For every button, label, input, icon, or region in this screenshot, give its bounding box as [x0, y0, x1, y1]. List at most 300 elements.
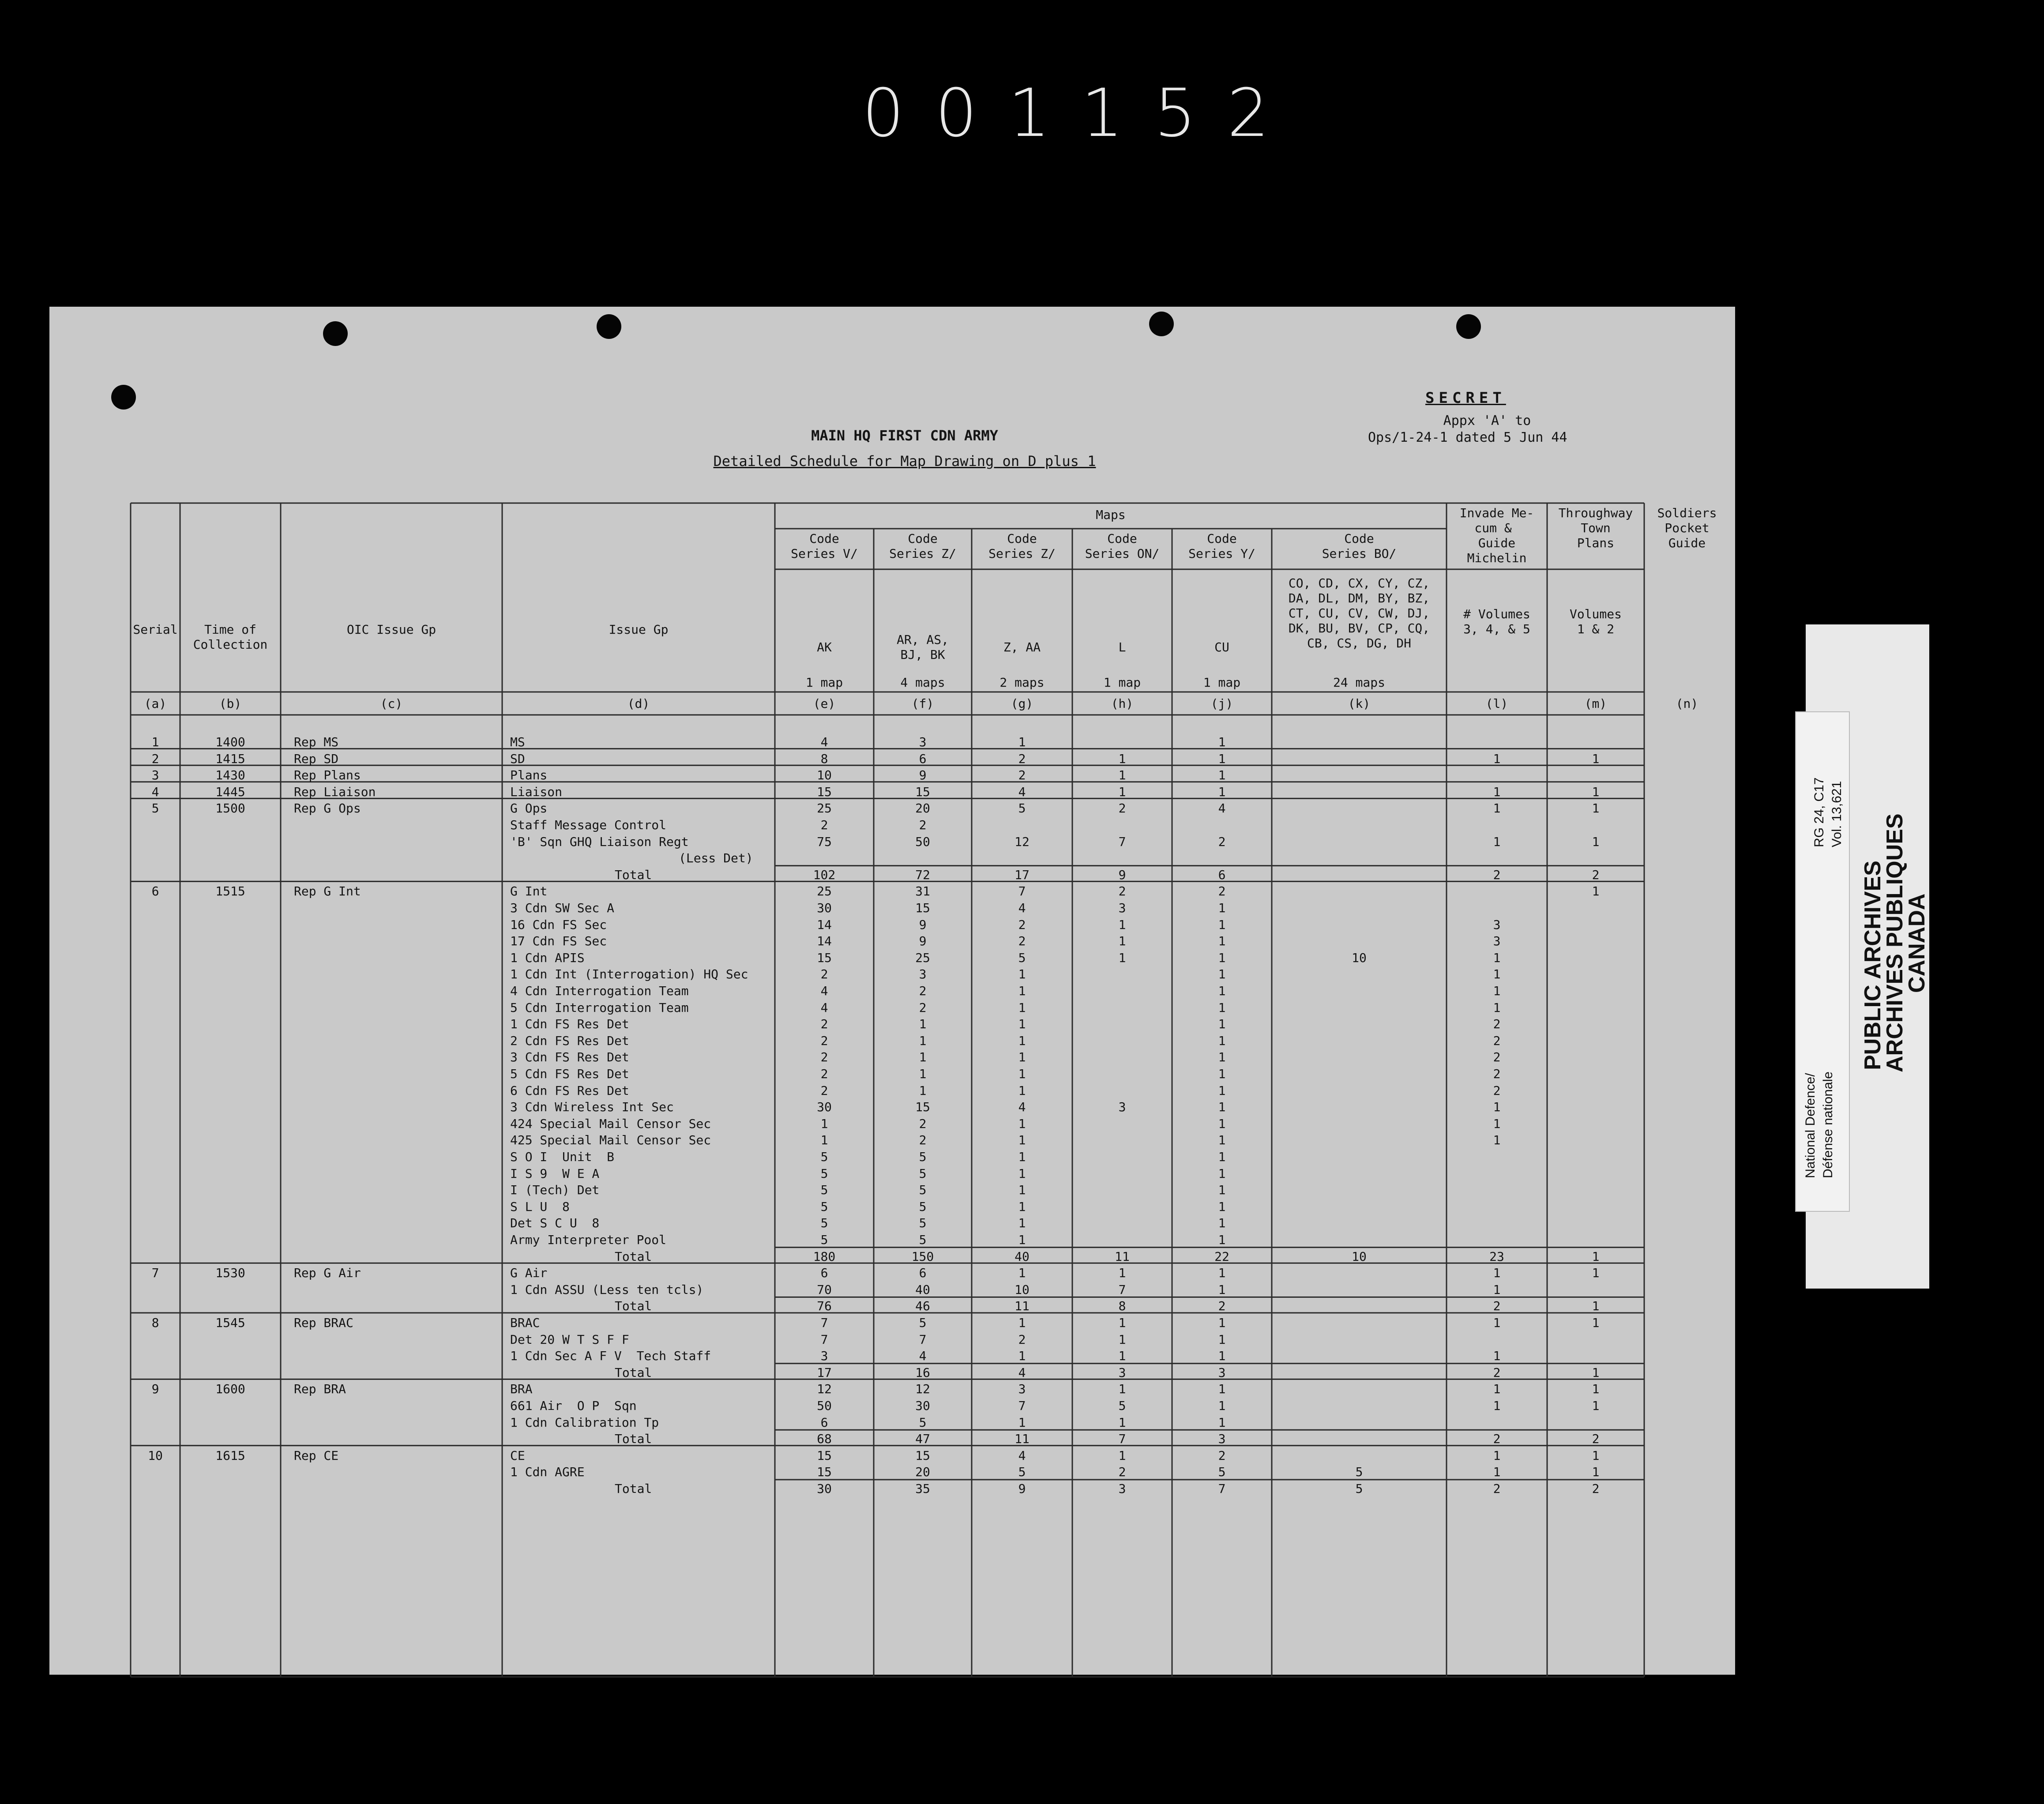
table-cell-a: 2 — [151, 751, 159, 766]
table-cell-l: 1 — [1493, 1349, 1501, 1364]
table-cell-e: 10 — [817, 768, 832, 783]
table-cell-e: 5 — [820, 1166, 828, 1181]
table-cell-g: 1 — [1018, 1266, 1026, 1281]
column-letter-e: (e) — [813, 696, 836, 711]
table-cell-a: 3 — [151, 768, 159, 783]
table-cell-d: Staff Message Control — [510, 818, 667, 832]
table-cell-f: 2 — [919, 1116, 927, 1131]
table-cell-e: 14 — [817, 934, 832, 949]
table-cell-a: 4 — [151, 784, 159, 799]
table-cell-d: Army Interpreter Pool — [510, 1233, 667, 1247]
table-cell-d: G Ops — [510, 801, 548, 816]
table-cell-l: 2 — [1493, 1050, 1501, 1065]
table-cell-d: Plans — [510, 768, 548, 783]
table-cell-f: 5 — [919, 1166, 927, 1181]
table-cell-f: 1 — [919, 1050, 927, 1065]
table-cell-d: 1 Cdn Calibration Tp — [510, 1415, 659, 1430]
table-cell-g: 1 — [1018, 1233, 1026, 1247]
archive-stamp-line2: ARCHIVES PUBLIQUES — [1882, 813, 1908, 1072]
table-cell-c: Rep Plans — [294, 768, 361, 783]
table-cell-j: 1 — [1218, 1349, 1226, 1364]
archive-department-line2: Défense nationale — [1821, 1071, 1835, 1178]
table-cell-j: 22 — [1214, 1249, 1229, 1264]
table-cell-d: CE — [510, 1448, 525, 1463]
table-cell-f: 5 — [919, 1216, 927, 1231]
table-cell-f: 1 — [919, 1017, 927, 1032]
table-cell-l: 1 — [1493, 1000, 1501, 1015]
table-cell-e: 2 — [820, 818, 828, 832]
table-cell-e: 75 — [817, 834, 832, 849]
table-cell-l: 3 — [1493, 917, 1501, 932]
table-cell-f: 16 — [915, 1365, 930, 1380]
table-cell-e: 14 — [817, 917, 832, 932]
table-cell-m: 2 — [1592, 1432, 1600, 1447]
table-cell-m: 1 — [1592, 834, 1600, 849]
table-cell-d: 1 Cdn Int (Interrogation) HQ Sec — [510, 967, 748, 982]
table-cell-h: 1 — [1118, 1315, 1126, 1330]
table-cell-c: Rep SD — [294, 751, 339, 766]
table-cell-l: 2 — [1493, 1481, 1501, 1496]
table-cell-a: 5 — [151, 801, 159, 816]
table-cell-d: 'B' Sqn GHQ Liaison Regt — [510, 834, 689, 849]
table-cell-a: 1 — [151, 735, 159, 749]
column-letter-h: (h) — [1111, 696, 1134, 711]
table-cell-l: 3 — [1493, 934, 1501, 949]
table-cell-j: 1 — [1218, 1266, 1226, 1281]
table-cell-k: 5 — [1355, 1465, 1363, 1480]
table-cell-l: 1 — [1493, 784, 1501, 799]
column-map-count-j: 1 map — [1203, 675, 1241, 690]
column-letter-a: (a) — [144, 696, 167, 711]
table-cell-m: 1 — [1592, 801, 1600, 816]
table-cell-c: Rep MS — [294, 735, 339, 749]
table-cell-d: MS — [510, 735, 525, 749]
table-cell-d: 5 Cdn FS Res Det — [510, 1067, 629, 1081]
table-cell-f: 35 — [915, 1481, 930, 1496]
table-cell-e: 5 — [820, 1183, 828, 1198]
table-cell-h: 1 — [1118, 1349, 1126, 1364]
table-cell-h: 3 — [1118, 1100, 1126, 1115]
table-cell-h: 2 — [1118, 884, 1126, 899]
table-cell-d: 3 Cdn SW Sec A — [510, 901, 615, 915]
column-header-h: Code Series ON/ — [1085, 531, 1160, 561]
table-cell-j: 7 — [1218, 1481, 1226, 1496]
table-cell-f: 9 — [919, 934, 927, 949]
table-cell-d: 3 Cdn FS Res Det — [510, 1050, 629, 1065]
column-map-count-k: 24 maps — [1333, 675, 1385, 690]
table-cell-f: 5 — [919, 1199, 927, 1214]
table-cell-d: G Air — [510, 1266, 548, 1281]
column-codes-g: Z, AA — [1003, 640, 1041, 654]
column-letter-m: (m) — [1584, 696, 1607, 711]
table-cell-f: 20 — [915, 1465, 930, 1480]
table-cell-g: 4 — [1018, 1448, 1026, 1463]
table-cell-d: 1 Cdn FS Res Det — [510, 1017, 629, 1032]
table-cell-f: 5 — [919, 1233, 927, 1247]
column-map-count-h: 1 map — [1103, 675, 1141, 690]
table-cell-g: 1 — [1018, 1349, 1026, 1364]
table-cell-d: Total — [615, 1365, 652, 1380]
table-cell-e: 180 — [813, 1249, 836, 1264]
table-cell-f: 2 — [919, 984, 927, 998]
table-cell-g: 2 — [1018, 934, 1026, 949]
table-cell-e: 25 — [817, 884, 832, 899]
table-cell-h: 2 — [1118, 801, 1126, 816]
table-cell-j: 1 — [1218, 751, 1226, 766]
table-cell-e: 70 — [817, 1282, 832, 1297]
table-cell-g: 40 — [1014, 1249, 1030, 1264]
table-cell-d: Total — [615, 1299, 652, 1314]
column-header-j: Code Series Y/ — [1188, 531, 1255, 561]
table-cell-f: 3 — [919, 735, 927, 749]
column-codes-k: CO, CD, CX, CY, CZ, DA, DL, DM, BY, BZ, CT, CU, CV, CW, DJ, DK, BU, BV, CP, CQ, CB, CS, DG, DH — [1288, 576, 1430, 650]
table-cell-d: 1 Cdn APIS — [510, 950, 585, 965]
table-cell-m: 2 — [1592, 867, 1600, 882]
table-cell-j: 1 — [1218, 768, 1226, 783]
column-header-e: Code Series V/ — [791, 531, 858, 561]
table-cell-d: Total — [615, 1432, 652, 1447]
table-cell-g: 11 — [1014, 1432, 1030, 1447]
table-cell-e: 1 — [820, 1116, 828, 1131]
table-cell-l: 1 — [1493, 967, 1501, 982]
table-cell-j: 5 — [1218, 1465, 1226, 1480]
table-cell-l: 2 — [1493, 1067, 1501, 1081]
table-cell-j: 1 — [1218, 950, 1226, 965]
table-cell-e: 6 — [820, 1415, 828, 1430]
table-cell-j: 1 — [1218, 1315, 1226, 1330]
column-codes-l: # Volumes 3, 4, & 5 — [1463, 607, 1530, 636]
table-cell-b: 1430 — [215, 768, 245, 783]
table-cell-d: 661 Air O P Sqn — [510, 1398, 637, 1413]
table-cell-f: 9 — [919, 768, 927, 783]
table-cell-g: 1 — [1018, 1083, 1026, 1098]
table-cell-h: 1 — [1118, 1332, 1126, 1347]
table-cell-e: 7 — [820, 1332, 828, 1347]
table-cell-g: 1 — [1018, 1315, 1026, 1330]
table-cell-a: 6 — [151, 884, 159, 899]
column-letter-g: (g) — [1011, 696, 1033, 711]
table-cell-d: BRAC — [510, 1315, 540, 1330]
table-cell-e: 2 — [820, 1033, 828, 1048]
column-codes-j: CU — [1214, 640, 1229, 654]
table-cell-j: 3 — [1218, 1365, 1226, 1380]
table-cell-e: 5 — [820, 1233, 828, 1247]
table-cell-j: 1 — [1218, 1100, 1226, 1115]
table-cell-d: SD — [510, 751, 525, 766]
table-cell-j: 2 — [1218, 884, 1226, 899]
table-cell-d: 4 Cdn Interrogation Team — [510, 984, 689, 998]
table-cell-j: 1 — [1218, 1199, 1226, 1214]
column-header-m: Throughway Town Plans — [1558, 506, 1633, 550]
table-cell-h: 1 — [1118, 768, 1126, 783]
table-cell-e: 15 — [817, 784, 832, 799]
table-cell-e: 5 — [820, 1216, 828, 1231]
table-cell-g: 4 — [1018, 901, 1026, 915]
table-cell-g: 1 — [1018, 967, 1026, 982]
table-cell-g: 1 — [1018, 1216, 1026, 1231]
table-cell-e: 102 — [813, 867, 836, 882]
table-cell-a: 10 — [148, 1448, 163, 1463]
table-cell-d: 5 Cdn Interrogation Team — [510, 1000, 689, 1015]
table-cell-d: (Less Det) — [679, 851, 753, 866]
table-cell-j: 2 — [1218, 1448, 1226, 1463]
table-cell-l: 1 — [1493, 801, 1501, 816]
column-header-g: Code Series Z/ — [988, 531, 1056, 561]
table-cell-f: 1 — [919, 1083, 927, 1098]
table-cell-b: 1415 — [215, 751, 245, 766]
table-cell-j: 1 — [1218, 1050, 1226, 1065]
table-cell-d: BRA — [510, 1382, 533, 1397]
table-cell-h: 1 — [1118, 1266, 1126, 1281]
table-cell-m: 1 — [1592, 1365, 1600, 1380]
table-cell-g: 1 — [1018, 1116, 1026, 1131]
table-cell-g: 2 — [1018, 751, 1026, 766]
table-cell-e: 6 — [820, 1266, 828, 1281]
table-cell-e: 25 — [817, 801, 832, 816]
table-cell-f: 9 — [919, 917, 927, 932]
table-cell-h: 5 — [1118, 1398, 1126, 1413]
table-cell-m: 1 — [1592, 1382, 1600, 1397]
table-cell-f: 2 — [919, 818, 927, 832]
table-cell-e: 50 — [817, 1398, 832, 1413]
table-cell-e: 30 — [817, 901, 832, 915]
table-cell-g: 2 — [1018, 768, 1026, 783]
table-cell-e: 4 — [820, 984, 828, 998]
table-cell-g: 9 — [1018, 1481, 1026, 1496]
table-cell-j: 1 — [1218, 1415, 1226, 1430]
table-cell-b: 1400 — [215, 735, 245, 749]
table-cell-e: 1 — [820, 1133, 828, 1148]
table-cell-g: 1 — [1018, 1033, 1026, 1048]
column-letter-n: (n) — [1676, 696, 1698, 711]
table-cell-j: 1 — [1218, 967, 1226, 982]
table-cell-l: 2 — [1493, 1365, 1501, 1380]
table-cell-f: 50 — [915, 834, 930, 849]
table-cell-l: 1 — [1493, 984, 1501, 998]
table-cell-g: 5 — [1018, 801, 1026, 816]
table-cell-m: 1 — [1592, 1266, 1600, 1281]
table-cell-d: Total — [615, 1249, 652, 1264]
table-cell-j: 1 — [1218, 1067, 1226, 1081]
table-cell-j: 1 — [1218, 934, 1226, 949]
table-cell-f: 7 — [919, 1332, 927, 1347]
table-cell-h: 2 — [1118, 1465, 1126, 1480]
table-cell-e: 17 — [817, 1365, 832, 1380]
table-cell-b: 1600 — [215, 1382, 245, 1397]
table-cell-e: 2 — [820, 1050, 828, 1065]
table-cell-f: 1 — [919, 1033, 927, 1048]
table-cell-g: 1 — [1018, 1415, 1026, 1430]
table-cell-j: 1 — [1218, 784, 1226, 799]
table-cell-j: 1 — [1218, 1116, 1226, 1131]
table-cell-j: 1 — [1218, 1382, 1226, 1397]
table-cell-c: Rep Liaison — [294, 784, 376, 799]
table-cell-j: 1 — [1218, 1083, 1226, 1098]
table-cell-k: 10 — [1352, 950, 1367, 965]
table-cell-l: 1 — [1493, 1133, 1501, 1148]
table-cell-f: 12 — [915, 1382, 930, 1397]
table-cell-m: 1 — [1592, 1249, 1600, 1264]
table-cell-j: 1 — [1218, 1166, 1226, 1181]
table-cell-g: 1 — [1018, 735, 1026, 749]
table-cell-d: S O I Unit B — [510, 1150, 615, 1164]
table-cell-e: 4 — [820, 735, 828, 749]
table-cell-e: 2 — [820, 1017, 828, 1032]
table-cell-j: 1 — [1218, 917, 1226, 932]
table-cell-l: 1 — [1493, 751, 1501, 766]
table-cell-h: 1 — [1118, 1448, 1126, 1463]
table-cell-h: 3 — [1118, 1365, 1126, 1380]
table-cell-f: 31 — [915, 884, 930, 899]
table-cell-j: 1 — [1218, 1282, 1226, 1297]
column-map-count-e: 1 map — [805, 675, 843, 690]
table-cell-g: 2 — [1018, 917, 1026, 932]
table-cell-e: 15 — [817, 950, 832, 965]
table-cell-h: 1 — [1118, 1415, 1126, 1430]
table-cell-j: 1 — [1218, 735, 1226, 749]
table-cell-e: 8 — [820, 751, 828, 766]
table-cell-d: S L U 8 — [510, 1199, 570, 1214]
table-cell-f: 15 — [915, 1448, 930, 1463]
column-header-n: Soldiers Pocket Guide — [1657, 506, 1717, 550]
table-cell-g: 1 — [1018, 1199, 1026, 1214]
table-cell-g: 1 — [1018, 1166, 1026, 1181]
column-letter-c: (c) — [380, 696, 403, 711]
table-cell-j: 1 — [1218, 1183, 1226, 1198]
column-header-l: Invade Me- cum & Guide Michelin — [1459, 506, 1534, 565]
table-cell-h: 3 — [1118, 901, 1126, 915]
column-codes-h: L — [1118, 640, 1126, 654]
table-cell-c: Rep CE — [294, 1448, 339, 1463]
table-cell-l: 1 — [1493, 1465, 1501, 1480]
table-cell-d: Liaison — [510, 784, 563, 799]
table-cell-c: Rep G Air — [294, 1266, 361, 1281]
table-cell-h: 9 — [1118, 867, 1126, 882]
column-letter-j: (j) — [1210, 696, 1233, 711]
table-cell-d: Det 20 W T S F F — [510, 1332, 629, 1347]
table-cell-d: 424 Special Mail Censor Sec — [510, 1116, 711, 1131]
table-cell-g: 11 — [1014, 1299, 1030, 1314]
column-map-count-g: 2 maps — [999, 675, 1045, 690]
table-cell-h: 1 — [1118, 751, 1126, 766]
table-cell-f: 5 — [919, 1415, 927, 1430]
table-cell-g: 1 — [1018, 1050, 1026, 1065]
table-cell-e: 30 — [817, 1100, 832, 1115]
table-cell-d: 3 Cdn Wireless Int Sec — [510, 1100, 674, 1115]
table-cell-f: 47 — [915, 1432, 930, 1447]
table-cell-e: 7 — [820, 1315, 828, 1330]
table-cell-e: 5 — [820, 1150, 828, 1164]
table-cell-b: 1445 — [215, 784, 245, 799]
archive-reference-line2: Vol. 13,621 — [1830, 781, 1844, 847]
table-cell-e: 12 — [817, 1382, 832, 1397]
table-cell-g: 5 — [1018, 950, 1026, 965]
table-cell-e: 2 — [820, 967, 828, 982]
table-cell-l: 1 — [1493, 1398, 1501, 1413]
table-cell-m: 1 — [1592, 1448, 1600, 1463]
table-cell-j: 1 — [1218, 1332, 1226, 1347]
table-cell-k: 10 — [1352, 1249, 1367, 1264]
reference-line: Ops/1-24-1 dated 5 Jun 44 — [1368, 430, 1567, 445]
table-cell-f: 6 — [919, 1266, 927, 1281]
table-cell-h: 3 — [1118, 1481, 1126, 1496]
column-codes-m: Volumes 1 & 2 — [1569, 607, 1622, 636]
table-cell-e: 5 — [820, 1199, 828, 1214]
table-cell-l: 1 — [1493, 1100, 1501, 1115]
microfilm-frame-number: 001152 — [862, 75, 1300, 152]
table-cell-f: 5 — [919, 1183, 927, 1198]
table-cell-f: 1 — [919, 1067, 927, 1081]
table-cell-m: 1 — [1592, 1465, 1600, 1480]
table-cell-g: 2 — [1018, 1332, 1026, 1347]
table-cell-m: 1 — [1592, 1398, 1600, 1413]
table-cell-d: I (Tech) Det — [510, 1183, 600, 1198]
table-cell-e: 15 — [817, 1448, 832, 1463]
table-cell-l: 2 — [1493, 867, 1501, 882]
table-cell-l: 2 — [1493, 1083, 1501, 1098]
table-cell-e: 15 — [817, 1465, 832, 1480]
table-cell-j: 1 — [1218, 1133, 1226, 1148]
column-header-d: Issue Gp — [609, 622, 669, 637]
table-cell-f: 20 — [915, 801, 930, 816]
table-cell-f: 30 — [915, 1398, 930, 1413]
appendix-line: Appx 'A' to — [1443, 413, 1531, 428]
table-cell-l: 2 — [1493, 1299, 1501, 1314]
table-cell-g: 4 — [1018, 784, 1026, 799]
column-letter-f: (f) — [911, 696, 934, 711]
table-cell-h: 1 — [1118, 1382, 1126, 1397]
table-cell-b: 1500 — [215, 801, 245, 816]
table-cell-j: 6 — [1218, 867, 1226, 882]
table-cell-b: 1515 — [215, 884, 245, 899]
table-cell-d: 6 Cdn FS Res Det — [510, 1083, 629, 1098]
table-cell-h: 1 — [1118, 917, 1126, 932]
table-cell-a: 7 — [151, 1266, 159, 1281]
document-subtitle: Detailed Schedule for Map Drawing on D plus 1 — [713, 453, 1096, 470]
table-cell-l: 1 — [1493, 1315, 1501, 1330]
table-cell-e: 2 — [820, 1067, 828, 1081]
table-cell-g: 3 — [1018, 1382, 1026, 1397]
table-cell-d: 425 Special Mail Censor Sec — [510, 1133, 711, 1148]
table-cell-l: 2 — [1493, 1017, 1501, 1032]
table-cell-g: 1 — [1018, 1183, 1026, 1198]
table-cell-g: 4 — [1018, 1365, 1026, 1380]
column-map-count-f: 4 maps — [900, 675, 945, 690]
table-cell-g: 7 — [1018, 884, 1026, 899]
table-cell-f: 15 — [915, 1100, 930, 1115]
table-cell-e: 76 — [817, 1299, 832, 1314]
table-cell-l: 2 — [1493, 1033, 1501, 1048]
table-cell-g: 17 — [1014, 867, 1030, 882]
table-cell-g: 1 — [1018, 1000, 1026, 1015]
table-cell-l: 1 — [1493, 1266, 1501, 1281]
table-cell-l: 1 — [1493, 834, 1501, 849]
table-cell-m: 1 — [1592, 1299, 1600, 1314]
document-title: MAIN HQ FIRST CDN ARMY — [811, 427, 998, 444]
table-cell-j: 1 — [1218, 1398, 1226, 1413]
archive-reference-line1: RG 24, C17 — [1812, 777, 1826, 847]
table-cell-m: 1 — [1592, 784, 1600, 799]
table-cell-m: 1 — [1592, 884, 1600, 899]
table-cell-d: 16 Cdn FS Sec — [510, 917, 607, 932]
table-cell-f: 5 — [919, 1150, 927, 1164]
classification-marking: SECRET — [1425, 389, 1506, 407]
column-letter-b: (b) — [219, 696, 242, 711]
table-cell-g: 4 — [1018, 1100, 1026, 1115]
table-cell-h: 1 — [1118, 934, 1126, 949]
table-cell-m: 1 — [1592, 1315, 1600, 1330]
table-cell-j: 1 — [1218, 1017, 1226, 1032]
